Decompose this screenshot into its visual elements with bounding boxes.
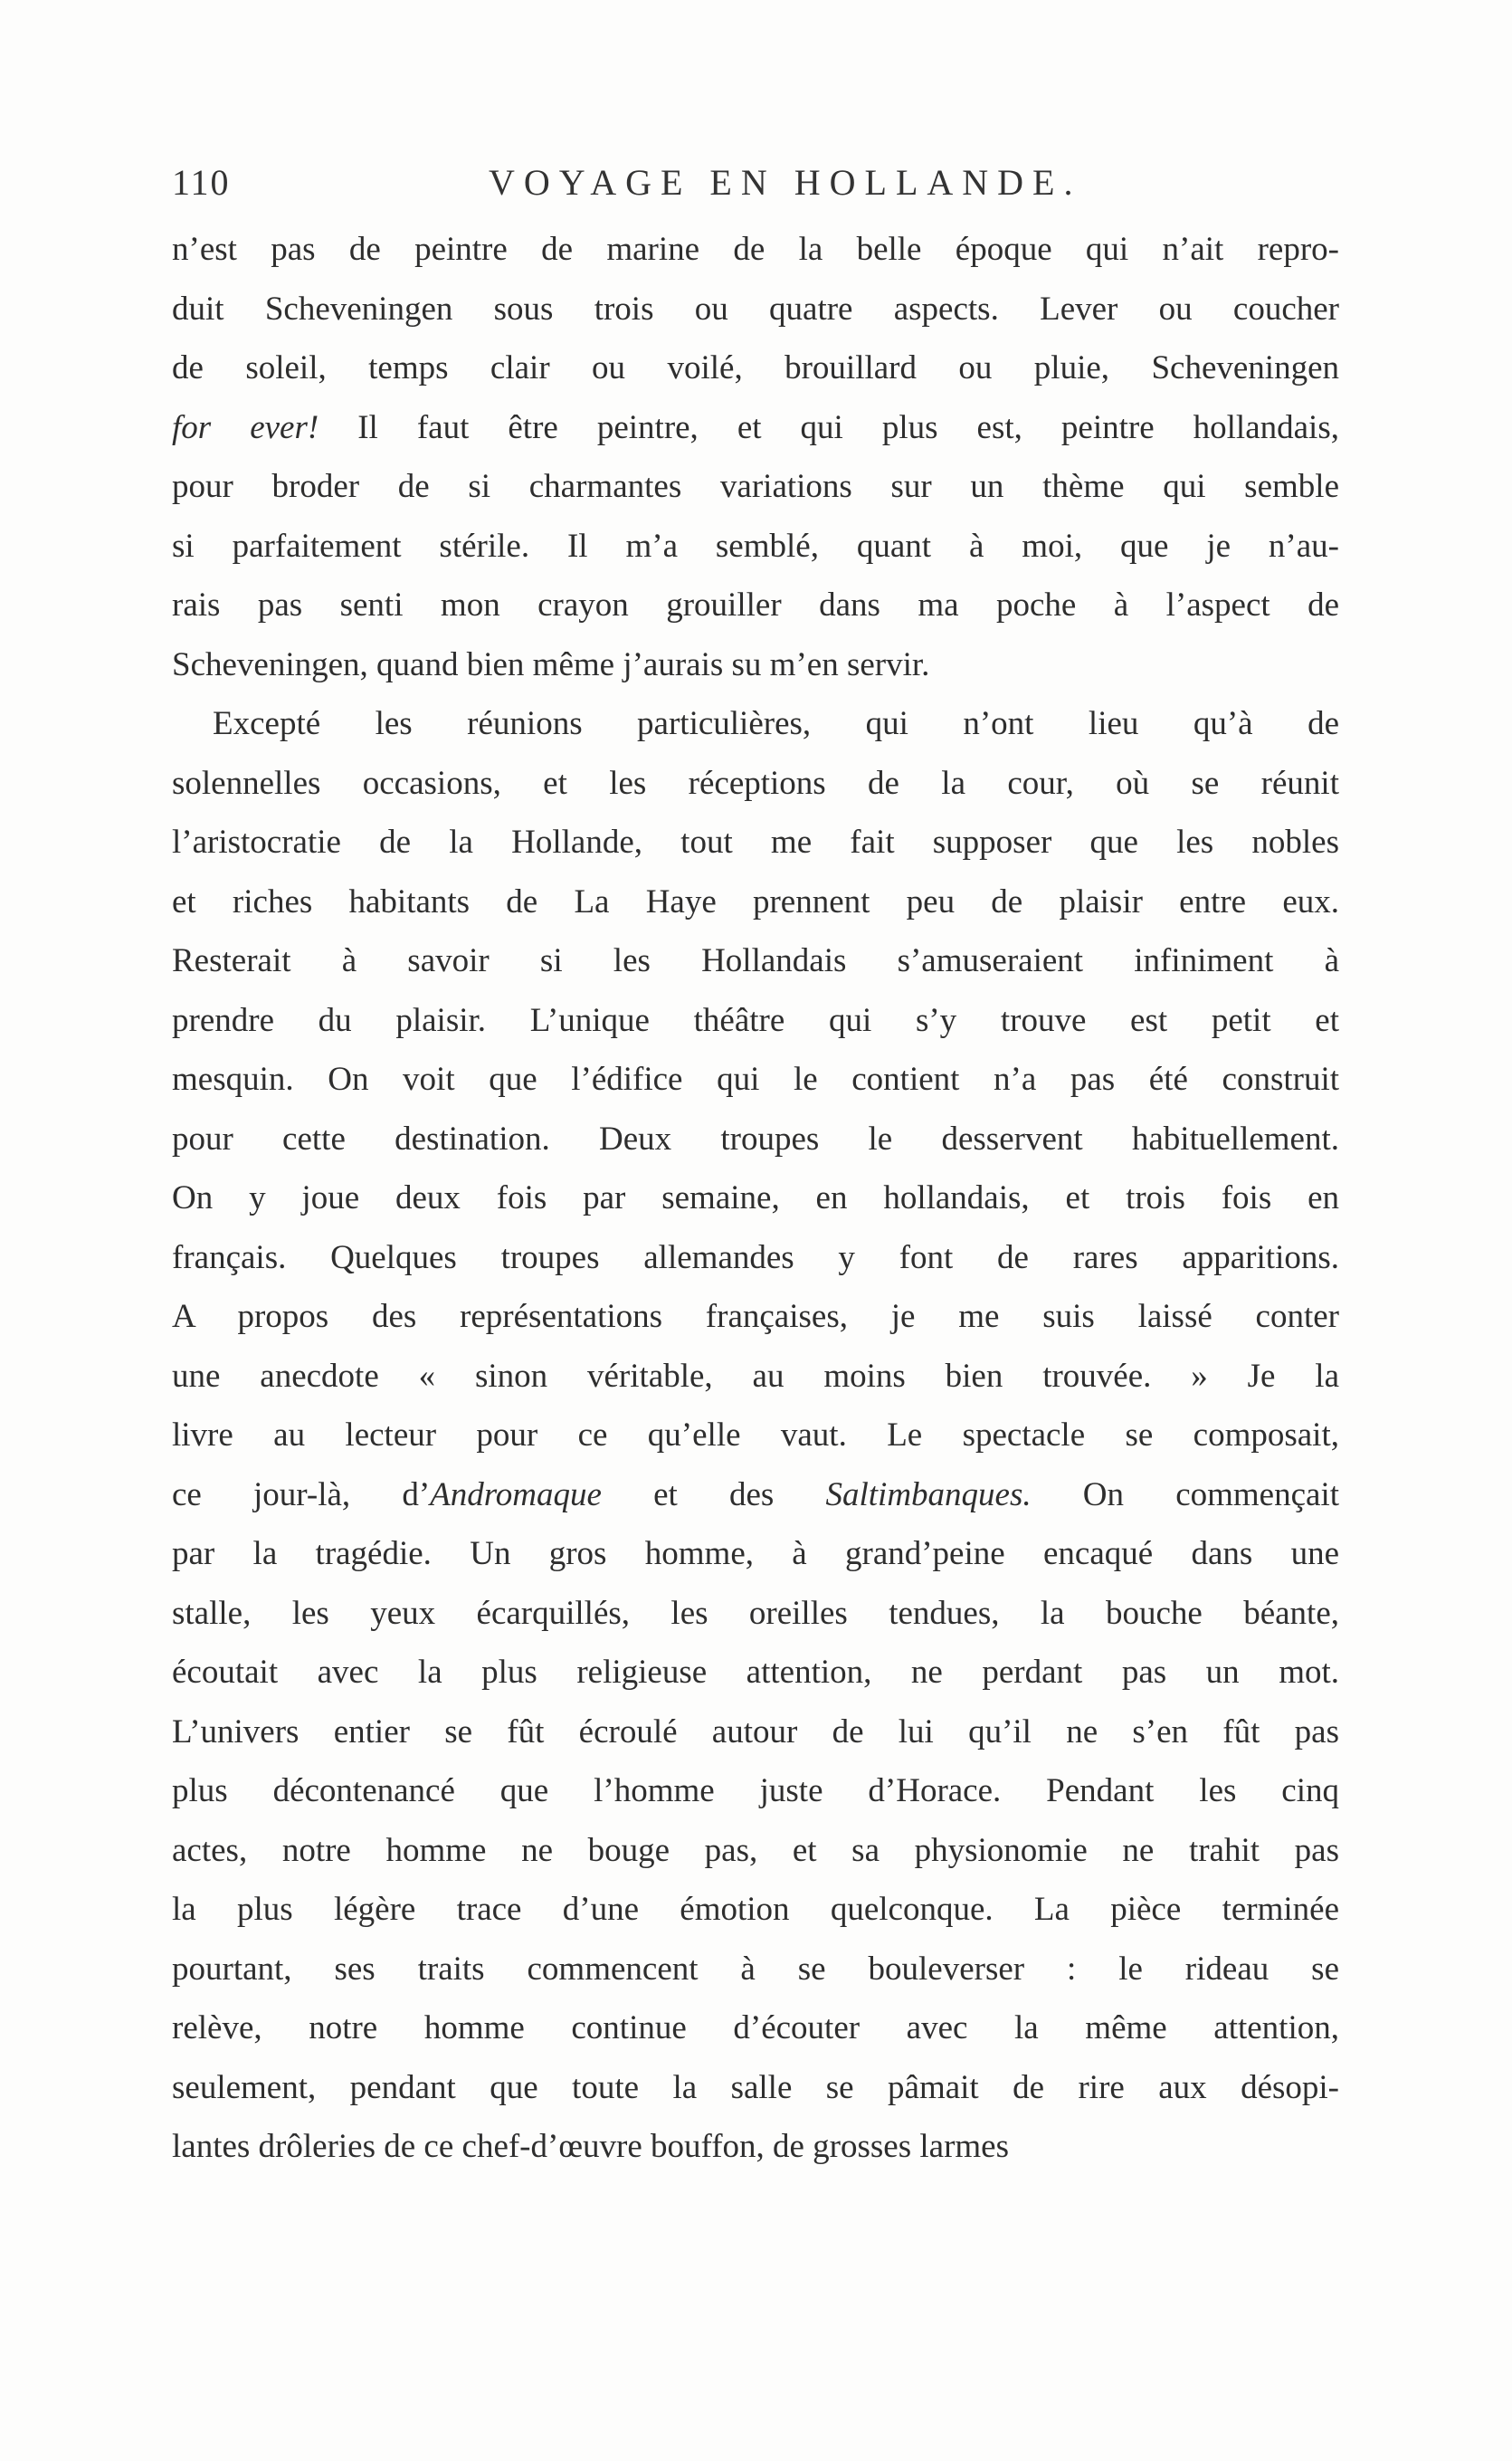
- text-line: français. Quelques troupes allemandes y font de rares apparitions.: [172, 1238, 1339, 1276]
- body-text: [172, 220, 1339, 2177]
- text-line: Scheveningen, quand bien même j’aurais su m’en servir.: [172, 645, 930, 683]
- italic-text: Saltimbanques.: [825, 1475, 1032, 1513]
- text-line: de soleil, temps clair ou voilé, brouillard ou pluie, Scheveningen: [172, 349, 1339, 386]
- text-line: On y joue deux fois par semaine, en hollandais, et trois fois en: [172, 1179, 1339, 1216]
- text-line: A propos des représentations françaises, je me suis laissé conter: [172, 1298, 1339, 1335]
- text-line: pour broder de si charmantes variations sur un thème qui semble: [172, 468, 1339, 505]
- text-line: une anecdote « sinon véritable, au moins bien trouvée. » Je la: [172, 1357, 1339, 1395]
- text-line: [172, 1465, 1339, 1525]
- text-line: pour cette destination. Deux troupes le desservent habituellement.: [172, 1120, 1339, 1158]
- text-line: prendre du plaisir. L’unique théâtre qui s’y trouve est petit et: [172, 1001, 1339, 1039]
- text-line: la plus légère trace d’une émotion quelconque. La pièce terminée: [172, 1891, 1339, 1928]
- text-line: par la tragédie. Un gros homme, à grand’peine encaqué dans une: [172, 1535, 1339, 1572]
- text-run: Il faut être peintre, et qui plus est, peintre hollandais,: [319, 408, 1339, 446]
- text-line: lantes drôleries de ce chef-d’œuvre bouffon, de grosses larmes: [172, 2128, 1009, 2165]
- text-line: Excepté les réunions particulières, qui n’ont lieu qu’à de: [213, 705, 1339, 742]
- italic-text: for ever!: [172, 408, 319, 446]
- text-line: plus décontenancé que l’homme juste d’Horace. Pendant les cinq: [172, 1772, 1339, 1809]
- text-line: rais pas senti mon crayon grouiller dans ma poche à l’aspect de: [172, 587, 1339, 624]
- text-line: livre au lecteur pour ce qu’elle vaut. Le spectacle se composait,: [172, 1417, 1339, 1454]
- text-line: [172, 398, 1339, 458]
- italic-text: Andromaque: [430, 1475, 602, 1513]
- text-line: solennelles occasions, et les réceptions de la cour, où se réunit: [172, 764, 1339, 802]
- text-line: L’univers entier se fût écroulé autour de lui qu’il ne s’en fût pas: [172, 1712, 1339, 1750]
- text-line: actes, notre homme ne bouge pas, et sa physionomie ne trahit pas: [172, 1831, 1339, 1869]
- text-line: stalle, les yeux écarquillés, les oreilles tendues, la bouche béante,: [172, 1594, 1339, 1632]
- text-run: ce jour-là, d’: [172, 1475, 431, 1513]
- running-head: [172, 161, 1339, 215]
- text-line: l’aristocratie de la Hollande, tout me fait supposer que les nobles: [172, 824, 1339, 861]
- text-run: On commençait: [1031, 1475, 1339, 1513]
- text-line: pourtant, ses traits commencent à se bouleverser : le rideau se: [172, 1950, 1339, 1988]
- text-line: si parfaitement stérile. Il m’a semblé, quant à moi, que je n’au-: [172, 527, 1339, 565]
- text-line: duit Scheveningen sous trois ou quatre aspects. Lever ou coucher: [172, 290, 1339, 328]
- text-line: n’est pas de peintre de marine de la belle époque qui n’ait repro-: [172, 231, 1339, 268]
- text-run: et des: [601, 1475, 826, 1513]
- running-title: VOYAGE EN HOLLANDE.: [489, 162, 1082, 203]
- page-number: 110: [172, 162, 231, 203]
- text-line: Resterait à savoir si les Hollandais s’amuseraient infiniment à: [172, 942, 1339, 979]
- text-line: écoutait avec la plus religieuse attention, ne perdant pas un mot.: [172, 1654, 1339, 1691]
- text-line: seulement, pendant que toute la salle se pâmait de rire aux désopi-: [172, 2068, 1339, 2106]
- text-line: relève, notre homme continue d’écouter avec la même attention,: [172, 2009, 1339, 2046]
- text-line: et riches habitants de La Haye prennent peu de plaisir entre eux.: [172, 882, 1339, 920]
- text-line: mesquin. On voit que l’édifice qui le contient n’a pas été construit: [172, 1061, 1339, 1098]
